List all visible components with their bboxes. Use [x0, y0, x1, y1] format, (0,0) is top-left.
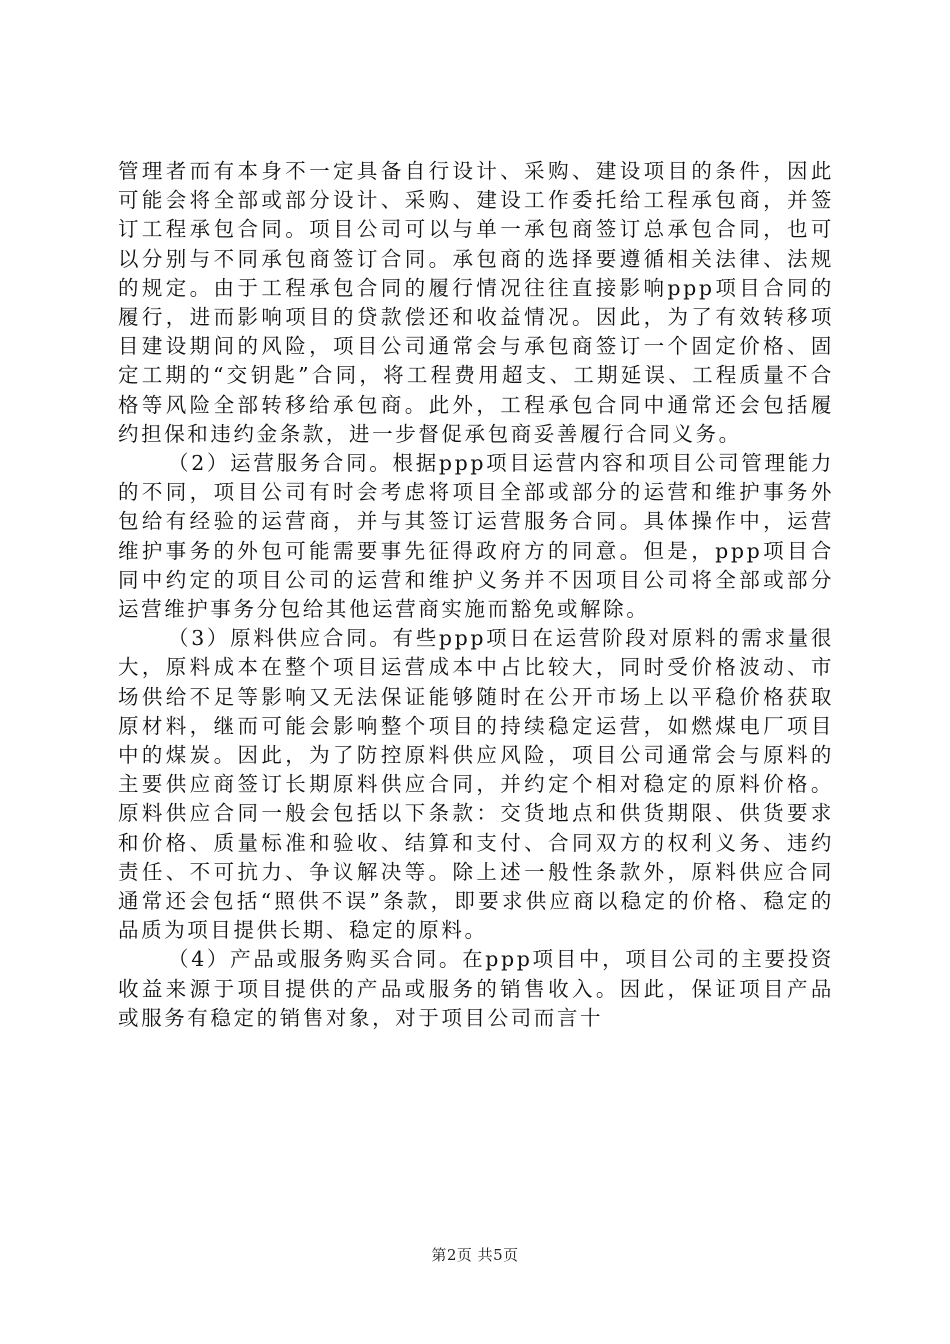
- paragraph-continuation: 管理者而有本身不一定具备自行设计、采购、建设项目的条件，因此可能会将全部或部分设计、采购、建设工作委托给工程承包商，并签订工程承包合同。项目公司可以与单一承包商签订总承包合同，也可以分别与不同承包商签订合同。承包商的选择要遵循相关法律、法规的规定。由于工程承包合同的履行情况往往直接影响ppp项目合同的履行，进而影响项目的贷款偿还和收益情况。因此，为了有效转移项目建设期间的风险，项目公司通常会与承包商签订一个固定价格、固定工期的“交钥匙”合同，将工程费用超支、工期延误、工程质量不合格等风险全部转移给承包商。此外，工程承包合同中通常还会包括履约担保和违约金条款，进一步督促承包商妥善履行合同义务。: [118, 159, 834, 446]
- paragraph-operation-service-contract: （2）运营服务合同。根据ppp项目运营内容和项目公司管理能力的不同，项目公司有时会考虑将项目全部或部分的运营和维护事务外包给有经验的运营商，并与其签订运营服务合同。具体操作中，运营维护事务的外包可能需要事先征得政府方的同意。但是，ppp项目合同中约定的项目公司的运营和维护义务并不因项目公司将全部或部分运营维护事务分包给其他运营商实施而豁免或解除。: [118, 451, 834, 622]
- paragraph-raw-material-supply-contract: （3）原料供应合同。有些ppp项日在运营阶段对原料的需求量很大，原料成本在整个项目运营成本中占比较大，同时受价格波动、市场供给不足等影响又无法保证能够随时在公开市场上以平稳价格获取原材料，继而可能会影响整个项目的持续稳定运营，如燃煤电厂项目中的煤炭。因此，为了防控原料供应风险，项目公司通常会与原料的主要供应商签订长期原料供应合同，并约定个相对稳定的原料价格。原料供应合同一般会包括以下条款：交货地点和供货期限、供货要求和价格、质量标准和验收、结算和支付、合同双方的权利义务、违约责任、不可抗力、争议解决等。除上述一般性条款外，原料供应合同通常还会包括“照供不误”条款，即要求供应商以稳定的价格、稳定的品质为项目提供长期、稳定的原料。: [118, 626, 834, 943]
- paragraph-product-purchase-contract: （4）产品或服务购买合同。在ppp项目中，项目公司的主要投资收益来源于项目提供的产品或服务的销售收入。因此，保证项目产品或服务有稳定的销售对象，对于项目公司而言十: [118, 947, 834, 1030]
- page-number-footer: 第2页 共5页: [431, 1246, 519, 1264]
- document-body: [118, 157, 834, 1033]
